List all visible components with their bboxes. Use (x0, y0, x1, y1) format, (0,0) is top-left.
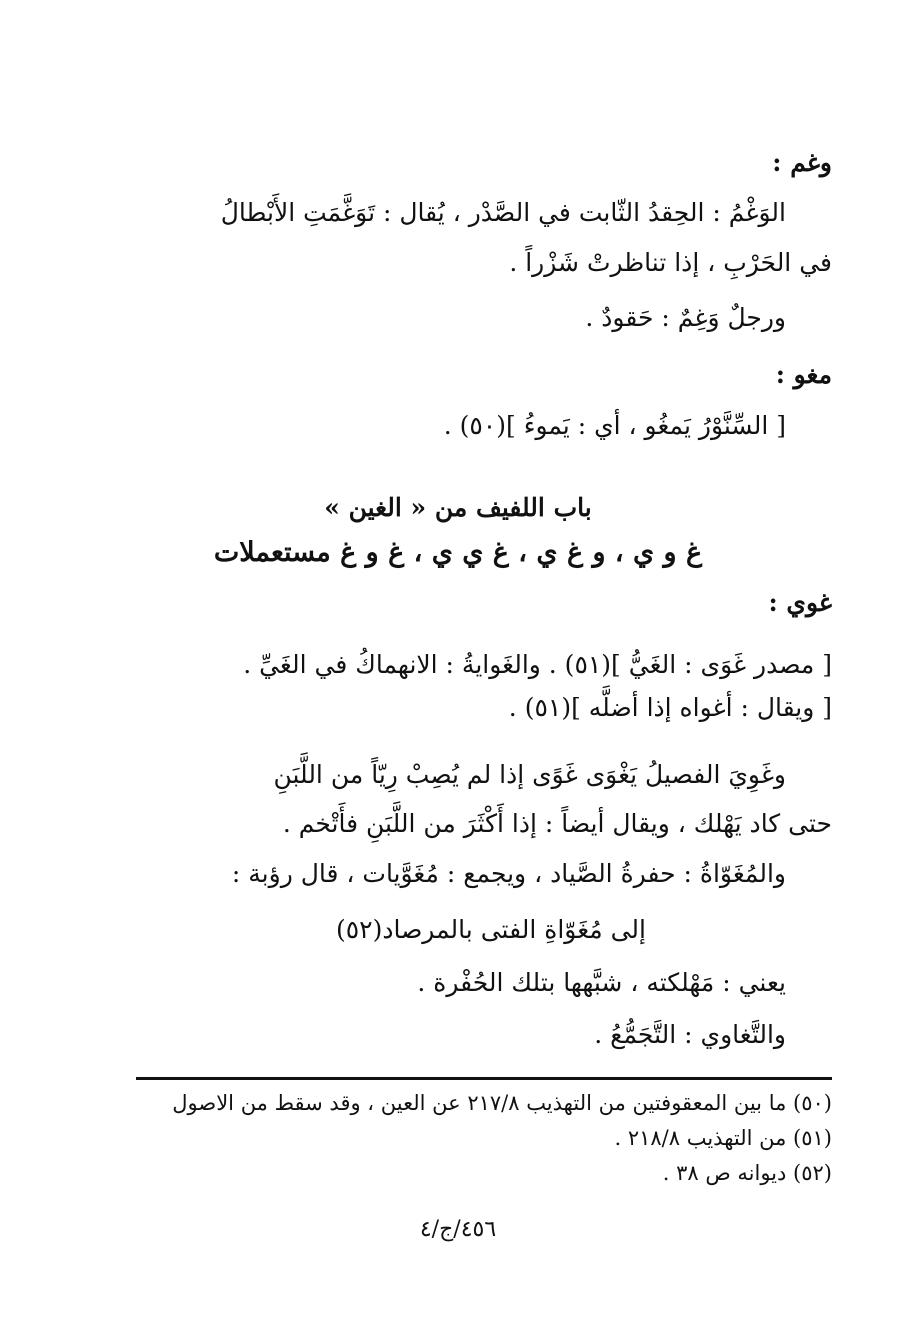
entry-text-line: [ ويقال : أغواه إذا أضلَّه ](٥١) . (508, 693, 832, 722)
entry-heading-gwy: غوي : (768, 588, 832, 617)
entry-text-line: يعني : مَهْلكته ، شبَّهها بتلك الحُفْرة . (417, 968, 786, 997)
entry-text-line: في الحَرْبِ ، إذا تناظرتْ شَزْراً . (509, 248, 832, 277)
footnote-51: (٥١) من التهذيب ٢١٨/٨ . (614, 1126, 832, 1150)
entry-text-line: الوَغْمُ : الحِقدُ الثّابت في الصَّدْر ، يُقال : تَوَغَّمَتِ الأَبْطالُ (220, 198, 786, 227)
entry-text-line: ورجلٌ وَغِمٌ : حَقودٌ . (585, 303, 786, 332)
footnote-50: (٥٠) ما بين المعقوفتين من التهذيب ٢١٧/٨ عن العين ، وقد سقط من الاصول (172, 1091, 832, 1115)
entry-text-line: حتى كاد يَهْلك ، ويقال أيضاً : إذا أَكْثَرَ من اللَّبَنِ فأَتْخم . (282, 809, 832, 838)
chapter-subtitle: غ و ي ، و غ ي ، غ ي ي ، غ و غ مستعملات (213, 537, 703, 568)
entry-text-line: [ السِّنَّوْرُ يَمغُو ، أي : يَموءُ ](٥٠) . (443, 411, 786, 440)
entry-heading-mgw: مغو : (775, 360, 832, 389)
footnote-52: (٥٢) ديوانه ص ٣٨ . (662, 1161, 832, 1185)
footnote-divider (136, 1077, 832, 1080)
page-number: ٤٥٦/ج/٤ (419, 1217, 497, 1242)
chapter-title: باب اللفيف من « الغين » (324, 493, 592, 522)
entry-heading-wgm: وغم : (772, 148, 832, 177)
poetry-verse: إلى مُغَوّاةِ الفتى بالمرصاد(٥٢) (335, 915, 646, 944)
entry-text-line: [ مصدر غَوَى : الغَيُّ ](٥١) . والغَوايةُ : الانهماكُ في الغَيِّ . (243, 650, 832, 679)
entry-text-line: والمُغَوّاةُ : حفرةُ الصَّياد ، ويجمع : مُغَوَّيات ، قال رؤبة : (231, 859, 786, 888)
entry-text-line: والتَّغاوي : التَّجَمُّعُ . (594, 1020, 786, 1049)
entry-text-line: وغَوِيَ الفصيلُ يَغْوَى غَوًى إذا لم يُصِبْ رِيّاً من اللَّبَنِ (273, 760, 786, 789)
